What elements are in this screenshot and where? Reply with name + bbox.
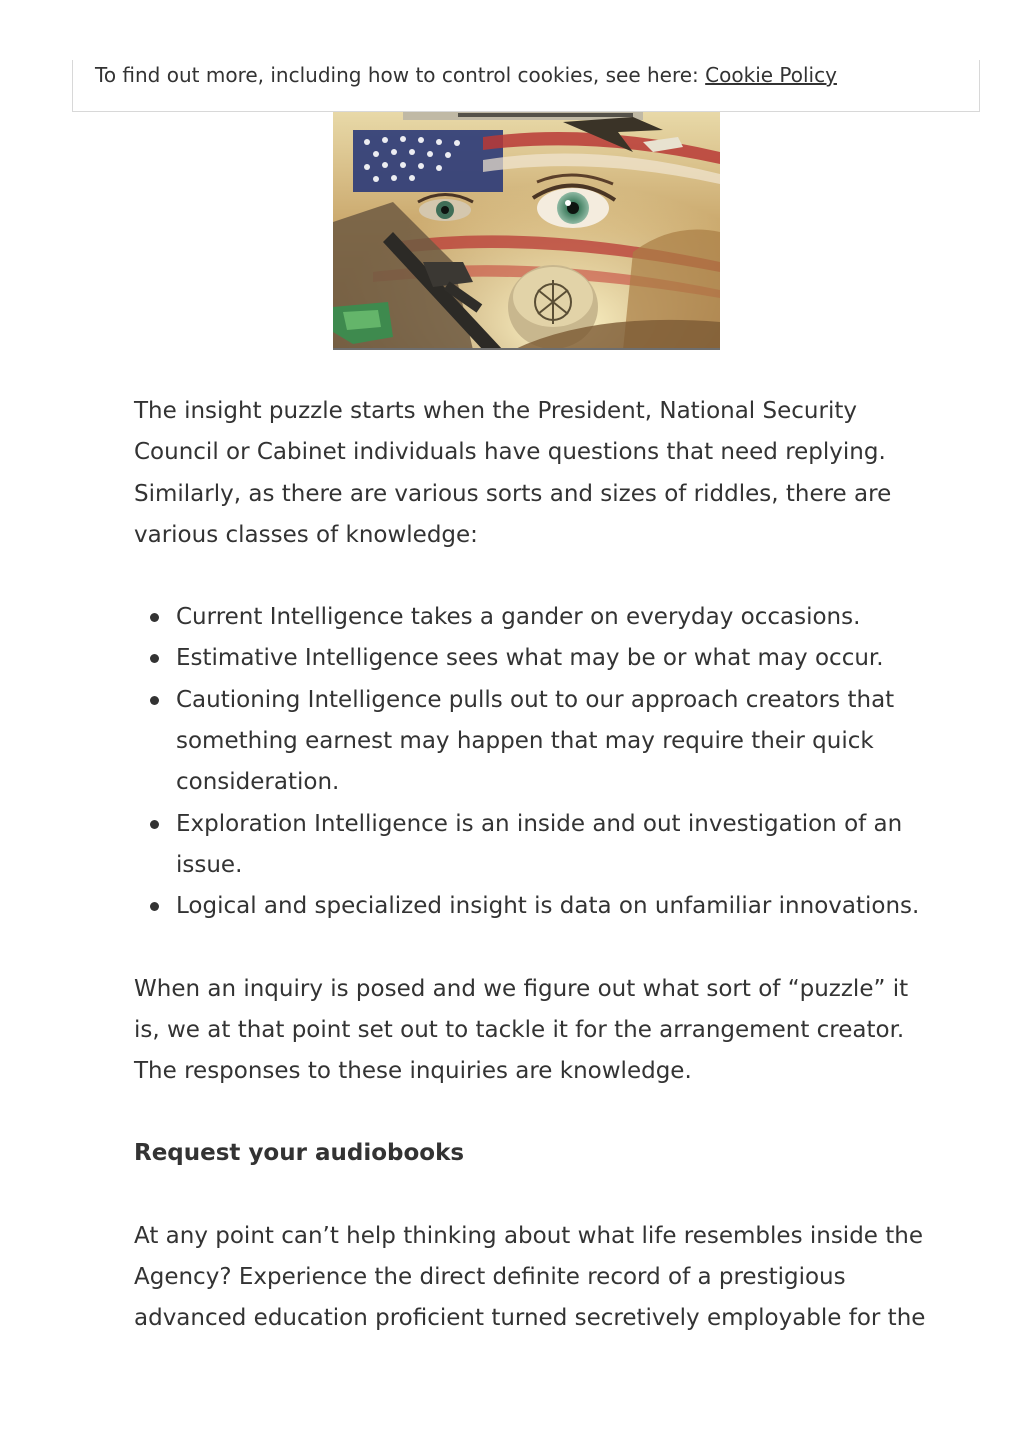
list-item: Estimative Intelligence sees what may be or what may occur. (176, 638, 934, 679)
cookie-banner-message: To find out more, including how to control cookies, see here: (95, 63, 699, 87)
article-hero-image (333, 112, 720, 350)
list-item: Exploration Intelligence is an inside and out investigation of an issue. (176, 804, 934, 887)
list-item: Cautioning Intelligence pulls out to our approach creators that something earnest may happen that may require their quick consideration. (176, 680, 934, 804)
intelligence-types-list (134, 597, 934, 927)
cookie-policy-link[interactable]: Cookie Policy (705, 63, 837, 87)
article-paragraph-agency: At any point can’t help thinking about what life resembles inside the Agency? Experience the direct definite record of a prestigious advanced education proficient turned secretively employable for the (134, 1222, 926, 1332)
cookie-banner-text (95, 62, 837, 88)
cookie-banner (72, 60, 980, 112)
article-body (134, 391, 934, 1340)
article-paragraph-puzzle: When an inquiry is posed and we figure out what sort of “puzzle” it is, we at that point set out to tackle it for the arrangement creator. The responses to these inquiries are knowledge. (134, 975, 909, 1085)
article-paragraph-intro: The insight puzzle starts when the President, National Security Council or Cabinet individuals have questions that need replying. Similarly, as there are various sorts and sizes of riddles, there are various classes of knowledge: (134, 398, 892, 548)
list-item: Current Intelligence takes a gander on everyday occasions. (176, 597, 934, 638)
list-item: Logical and specialized insight is data on unfamiliar innovations. (176, 886, 934, 927)
hero-collage-image (333, 112, 720, 350)
section-heading: Request your audiobooks (134, 1140, 465, 1167)
